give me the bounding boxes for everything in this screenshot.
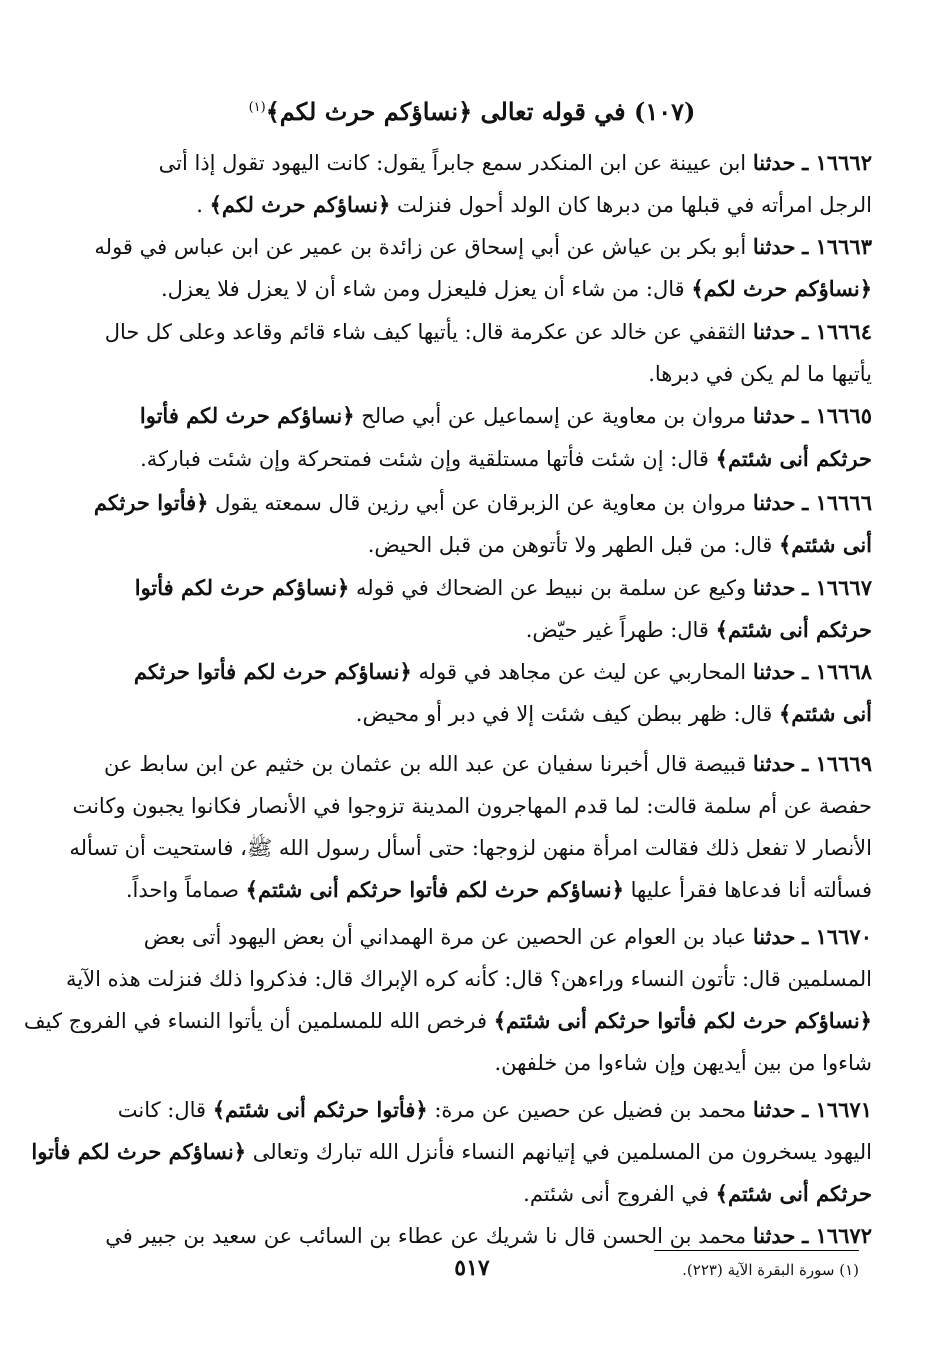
text-line bbox=[72, 400, 872, 432]
text-line bbox=[72, 698, 872, 730]
quran-quote: ﴿فأتوا حرثكم bbox=[93, 490, 209, 515]
line-text: الأنصار لا تفعل ذلك فقالت امرأة منهن لزوجها: حتى أسأل رسول الله ﷺ، فاستحيت أن تسأله bbox=[69, 836, 872, 860]
line-text-after: قال: كانت bbox=[117, 1098, 213, 1122]
hadith-number: ١٦٦٦٦ ـ bbox=[802, 490, 872, 515]
line-text: فسألته أنا فدعاها فقرأ عليها bbox=[623, 878, 872, 902]
line-text: مروان بن معاوية عن إسماعيل عن أبي صالح bbox=[354, 404, 747, 428]
quran-quote: أنى شئتم﴾ bbox=[778, 532, 872, 557]
text-line bbox=[69, 832, 872, 864]
text-line bbox=[72, 874, 872, 906]
quran-quote: ﴿نساؤكم حرث لكم فأتوا bbox=[31, 1139, 247, 1164]
line-text-after: صماماً واحداً. bbox=[125, 878, 246, 902]
text-line bbox=[72, 748, 872, 780]
line-text: قبيصة قال أخبرنا سفيان عن عبد الله بن عثمان بن خثيم عن ابن سابط عن bbox=[104, 752, 747, 776]
quran-quote: ﴿نساؤكم حرث لكم﴾ bbox=[209, 192, 391, 217]
quran-quote: حرثكم أنى شئتم﴾ bbox=[715, 1181, 872, 1206]
hadith-number: ١٦٦٧١ ـ bbox=[802, 1097, 872, 1122]
hadith-number: ١٦٦٦٣ ـ bbox=[802, 234, 872, 259]
quran-quote: ﴿نساؤكم حرث لكم فأتوا حرثكم bbox=[133, 659, 412, 684]
quran-quote: ﴿نساؤكم حرث لكم فأتوا bbox=[139, 403, 355, 428]
text-line bbox=[72, 614, 872, 646]
text-line bbox=[72, 1047, 872, 1079]
text-line bbox=[31, 1136, 872, 1168]
footnote-divider bbox=[654, 1250, 859, 1251]
hadith-number: ١٦٦٦٤ ـ bbox=[802, 319, 872, 344]
line-text-after: فرخص الله للمسلمين أن يأتوا النساء في الفروج كيف bbox=[23, 1009, 494, 1033]
text-line bbox=[72, 572, 872, 604]
line-text: يأتيها ما لم يكن في دبرها. bbox=[648, 362, 872, 386]
line-text-after: في الفروج أنى شئتم. bbox=[523, 1182, 716, 1206]
text-line bbox=[72, 529, 872, 561]
hadith-lead: حدثنا bbox=[752, 1223, 796, 1248]
quran-quote: ﴿نساؤكم حرث لكم فأتوا حرثكم أنى شئتم﴾ bbox=[493, 1008, 872, 1033]
line-text: محمد بن فضيل عن حصين عن مرة: bbox=[427, 1098, 747, 1122]
text-line bbox=[72, 189, 872, 221]
line-text: أبو بكر بن عياش عن أبي إسحاق عن زائدة بن عمير عن ابن عباس في قوله bbox=[94, 235, 747, 259]
line-text-after: قال: إن شئت فأتها مستلقية وإن شئت فمتحركة وإن شئت فباركة. bbox=[140, 447, 716, 471]
hadith-number: ١٦٦٦٩ ـ bbox=[802, 751, 872, 776]
hadith-number: ١٦٦٦٢ ـ bbox=[802, 150, 872, 175]
hadith-lead: حدثنا bbox=[752, 150, 796, 175]
hadith-number: ١٦٦٦٨ ـ bbox=[802, 659, 872, 684]
line-text-after: قال: طهراً غير حيّض. bbox=[525, 618, 716, 642]
footnote: (١) سورة البقرة الآية (٢٢٣). bbox=[682, 1261, 859, 1279]
text-line bbox=[72, 273, 872, 305]
page-number: ٥١٧ bbox=[454, 1255, 490, 1281]
text-line bbox=[72, 147, 872, 179]
text-line bbox=[72, 1178, 872, 1210]
text-line bbox=[72, 443, 872, 475]
hadith-number: ١٦٦٦٧ ـ bbox=[802, 575, 872, 600]
hadith-lead: حدثنا bbox=[752, 490, 796, 515]
text-line bbox=[72, 656, 872, 688]
hadith-lead: حدثنا bbox=[752, 751, 796, 776]
hadith-number: ١٦٦٦٥ ـ bbox=[802, 403, 872, 428]
line-text: الرجل امرأته في قبلها من دبرها كان الولد أحول فنزلت bbox=[390, 193, 872, 217]
line-text: المسلمين قال: تأتون النساء وراءهن؟ قال: كأنه كره الإبراك قال: فذكروا ذلك فنزلت هذه الآية bbox=[66, 967, 872, 991]
hadith-lead: حدثنا bbox=[752, 319, 796, 344]
text-line bbox=[72, 487, 872, 519]
hadith-lead: حدثنا bbox=[752, 575, 796, 600]
hadith-number: ١٦٦٧٠ ـ bbox=[802, 924, 872, 949]
quran-quote: ﴿نساؤكم حرث لكم﴾ bbox=[691, 276, 872, 301]
text-line bbox=[72, 1220, 872, 1252]
line-text-after: . bbox=[196, 193, 210, 217]
hadith-lead: حدثنا bbox=[752, 403, 796, 428]
text-line bbox=[72, 358, 872, 390]
line-text: عباد بن العوام عن الحصين عن مرة الهمداني أن بعض اليهود أتى بعض bbox=[143, 925, 747, 949]
text-line bbox=[72, 921, 872, 953]
heading-text: (١٠٧) في قوله تعالى ﴿نساؤكم حرث لكم﴾ bbox=[265, 97, 696, 126]
line-text: الثقفي عن خالد عن عكرمة قال: يأتيها كيف شاء قائم وقاعد وعلى كل حال bbox=[104, 320, 747, 344]
hadith-number: ١٦٦٧٢ ـ bbox=[802, 1223, 872, 1248]
line-text: ابن عيينة عن ابن المنكدر سمع جابراً يقول: كانت اليهود تقول إذا أتى bbox=[158, 151, 747, 175]
line-text: شاءوا من بين أيديهن وإن شاءوا من خلفهن. bbox=[494, 1051, 872, 1075]
quran-quote: أنى شئتم﴾ bbox=[778, 701, 872, 726]
text-line bbox=[72, 790, 872, 822]
hadith-lead: حدثنا bbox=[752, 234, 796, 259]
text-line bbox=[72, 316, 872, 348]
line-text: حفصة عن أم سلمة قالت: لما قدم المهاجرون المدينة تزوجوا في الأنصار فكانوا يجبون وكانت bbox=[72, 794, 872, 818]
section-heading bbox=[0, 92, 944, 128]
text-line bbox=[66, 963, 872, 995]
quran-quote: ﴿نساؤكم حرث لكم فأتوا حرثكم أنى شئتم﴾ bbox=[245, 877, 624, 902]
line-text: وكيع عن سلمة بن نبيط عن الضحاك في قوله bbox=[349, 576, 747, 600]
text-line bbox=[72, 1094, 872, 1126]
line-text: اليهود يسخرون من المسلمين في إتيانهم النساء فأنزل الله تبارك وتعالى bbox=[246, 1140, 872, 1164]
line-text-after: قال: من قبل الطهر ولا تأتوهن من قبل الحيض. bbox=[367, 533, 779, 557]
footnote-marker: (١) bbox=[248, 100, 266, 115]
text-line bbox=[23, 1005, 872, 1037]
line-text: مروان بن معاوية عن الزبرقان عن أبي رزين قال سمعته يقول bbox=[208, 491, 747, 515]
quran-quote: حرثكم أنى شئتم﴾ bbox=[715, 446, 872, 471]
hadith-lead: حدثنا bbox=[752, 1097, 796, 1122]
line-text: المحاربي عن ليث عن مجاهد في قوله bbox=[411, 660, 747, 684]
line-text-after: قال: من شاء أن يعزل فليعزل ومن شاء أن لا يعزل فلا يعزل. bbox=[160, 277, 692, 301]
text-line bbox=[72, 231, 872, 263]
quran-quote: ﴿نساؤكم حرث لكم فأتوا bbox=[134, 575, 350, 600]
line-text-after: قال: ظهر ببطن كيف شئت إلا في دبر أو محيض. bbox=[355, 702, 779, 726]
quran-quote: حرثكم أنى شئتم﴾ bbox=[715, 617, 872, 642]
hadith-lead: حدثنا bbox=[752, 924, 796, 949]
line-text: محمد بن الحسن قال نا شريك عن عطاء بن السائب عن سعيد بن جبير في bbox=[105, 1224, 747, 1248]
quran-quote: ﴿فأتوا حرثكم أنى شئتم﴾ bbox=[212, 1097, 428, 1122]
hadith-lead: حدثنا bbox=[752, 659, 796, 684]
